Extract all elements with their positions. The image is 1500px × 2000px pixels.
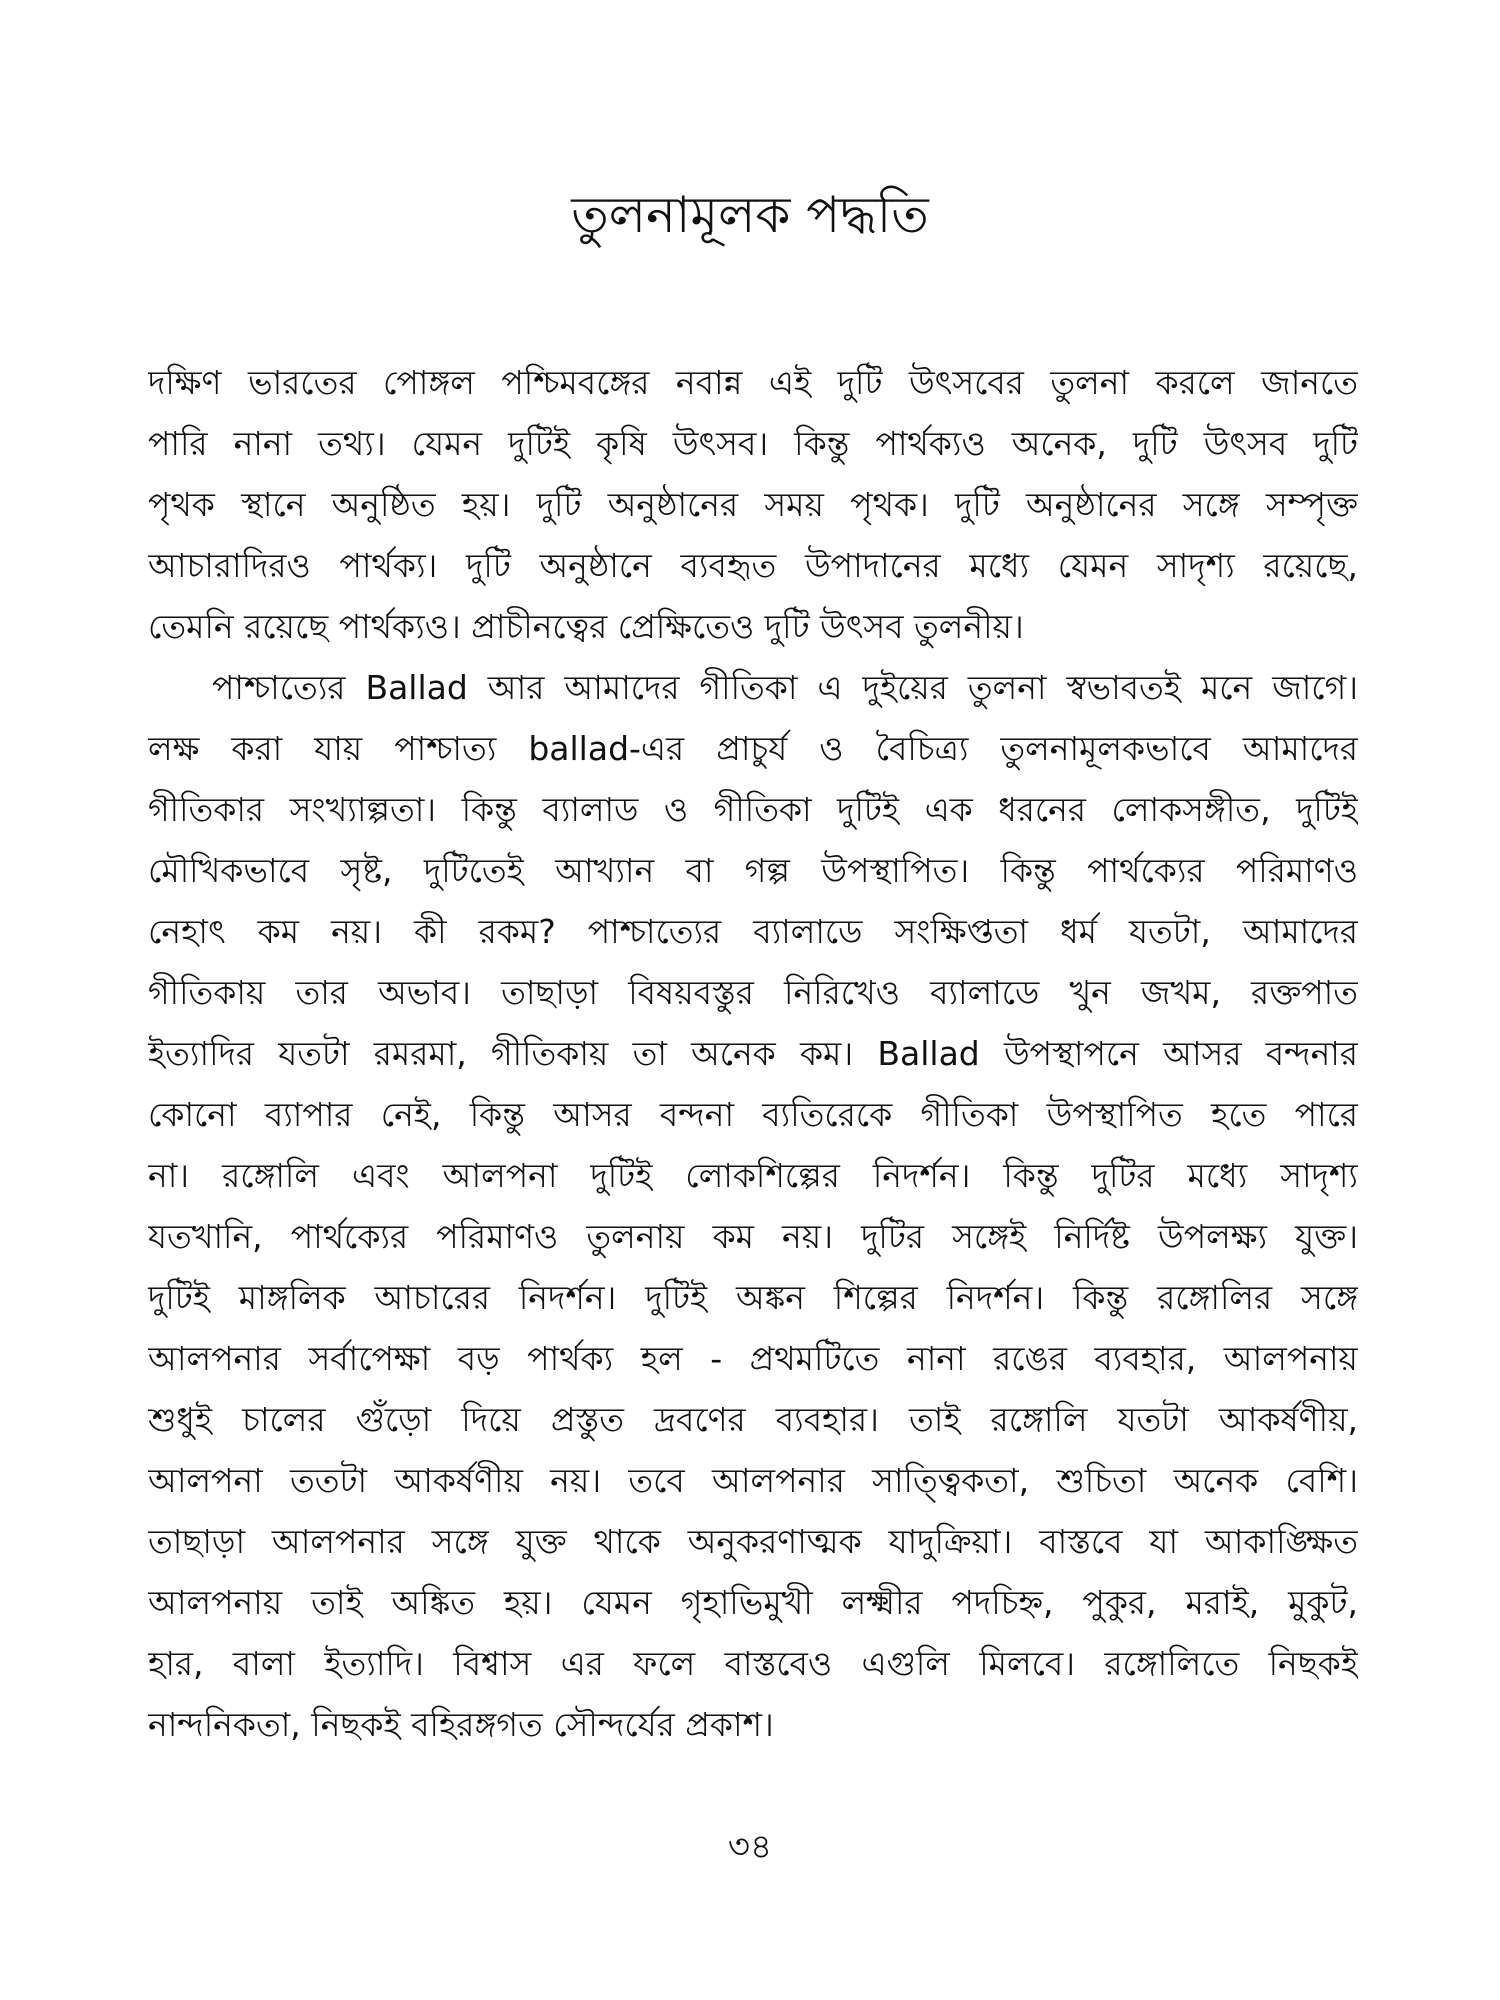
text-line: নান্দনিকতা, নিছকই বহিরঙ্গগত সৌন্দর্যের প্রকাশ। (148, 1705, 774, 1744)
text-line: আলপনায় তাই অঙ্কিত হয়। যেমন গৃহাভিমুখী লক্ষ্মীর পদচিহ্ন, পুকুর, মরাই, মুকুট, (148, 1583, 1358, 1622)
text-line: আলপনা ততটা আকর্ষণীয় নয়। তবে আলপনার সাত্ত্বিকতা, শুচিতা অনেক বেশি। (148, 1461, 1358, 1500)
text-line: আলপনার সর্বাপেক্ষা বড় পার্থক্য হল - প্রথমটিতে নানা রঙের ব্যবহার, আলপনায় (148, 1339, 1358, 1378)
paragraph-2 (148, 657, 1358, 1755)
text-line: কোনো ব্যাপার নেই, কিন্তু আসর বন্দনা ব্যতিরেকে গীতিকা উপস্থাপিত হতে পারে (148, 1095, 1358, 1134)
text-line: যতখানি, পার্থক্যের পরিমাণও তুলনায় কম নয়। দুটির সঙ্গেই নির্দিষ্ট উপলক্ষ্য যুক্ত। (148, 1217, 1358, 1256)
text-line: হার, বালা ইত্যাদি। বিশ্বাস এর ফলে বাস্তবেও এগুলি মিলবে। রঙ্গোলিতে নিছকই (148, 1644, 1358, 1683)
paragraph-1 (148, 352, 1358, 657)
page-number: ৩৪ (727, 1827, 773, 1867)
text-line: তেমনি রয়েছে পার্থক্যও। প্রাচীনত্বের প্রেক্ষিতেও দুটি উৎসব তুলনীয়। (148, 607, 1024, 646)
text-line: তাছাড়া আলপনার সঙ্গে যুক্ত থাকে অনুকরণাত্মক যাদুক্রিয়া। বাস্তবে যা আকাঙ্ক্ষিত (148, 1522, 1358, 1561)
text-line: না। রঙ্গোলি এবং আলপনা দুটিই লোকশিল্পের নিদর্শন। কিন্তু দুটির মধ্যে সাদৃশ্য (148, 1156, 1358, 1195)
text-line: দক্ষিণ ভারতের পোঙ্গল পশ্চিমবঙ্গের নবান্ন এই দুটি উৎসবের তুলনা করলে জানতে (148, 363, 1358, 402)
text-line: শুধুই চালের গুঁড়ো দিয়ে প্রস্তুত দ্রবণের ব্যবহার। তাই রঙ্গোলি যতটা আকর্ষণীয়, (148, 1400, 1358, 1439)
text-line: গীতিকায় তার অভাব। তাছাড়া বিষয়বস্তুর নিরিখেও ব্যালাডে খুন জখম, রক্তপাত (148, 973, 1358, 1012)
text-line: ইত্যাদির যতটা রমরমা, গীতিকায় তা অনেক কম। Ballad উপস্থাপনে আসর বন্দনার (148, 1034, 1358, 1073)
text-line: পৃথক স্থানে অনুষ্ঠিত হয়। দুটি অনুষ্ঠানের সময় পৃথক। দুটি অনুষ্ঠানের সঙ্গে সম্পৃক্ত (148, 485, 1358, 524)
text-line: পারি নানা তথ্য। যেমন দুটিই কৃষি উৎসব। কিন্তু পার্থক্যও অনেক, দুটি উৎসব দুটি (148, 424, 1358, 463)
text-line: গীতিকার সংখ্যাল্পতা। কিন্তু ব্যালাড ও গীতিকা দুটিই এক ধরনের লোকসঙ্গীত, দুটিই (148, 790, 1358, 829)
text-line: নেহাৎ কম নয়। কী রকম? পাশ্চাত্যের ব্যালাডে সংক্ষিপ্ততা ধর্ম যতটা, আমাদের (148, 912, 1358, 951)
chapter-title: তুলনামূলক পদ্ধতি (571, 186, 929, 244)
text-line: দুটিই মাঙ্গলিক আচারের নিদর্শন। দুটিই অঙ্কন শিল্পের নিদর্শন। কিন্তু রঙ্গোলির সঙ্গে (148, 1278, 1358, 1317)
body-text (148, 352, 1358, 1755)
text-line: মৌখিকভাবে সৃষ্ট, দুটিতেই আখ্যান বা গল্প উপস্থাপিত। কিন্তু পার্থক্যের পরিমাণও (148, 851, 1358, 890)
text-line: আচারাদিরও পার্থক্য। দুটি অনুষ্ঠানে ব্যবহৃত উপাদানের মধ্যে যেমন সাদৃশ্য রয়েছে, (148, 546, 1358, 585)
text-line: লক্ষ করা যায় পাশ্চাত্য ballad-এর প্রাচুর্য ও বৈচিত্র্য তুলনামূলকভাবে আমাদের (148, 729, 1358, 768)
text-line: পাশ্চাত্যের Ballad আর আমাদের গীতিকা এ দুইয়ের তুলনা স্বভাবতই মনে জাগে। (212, 668, 1358, 707)
